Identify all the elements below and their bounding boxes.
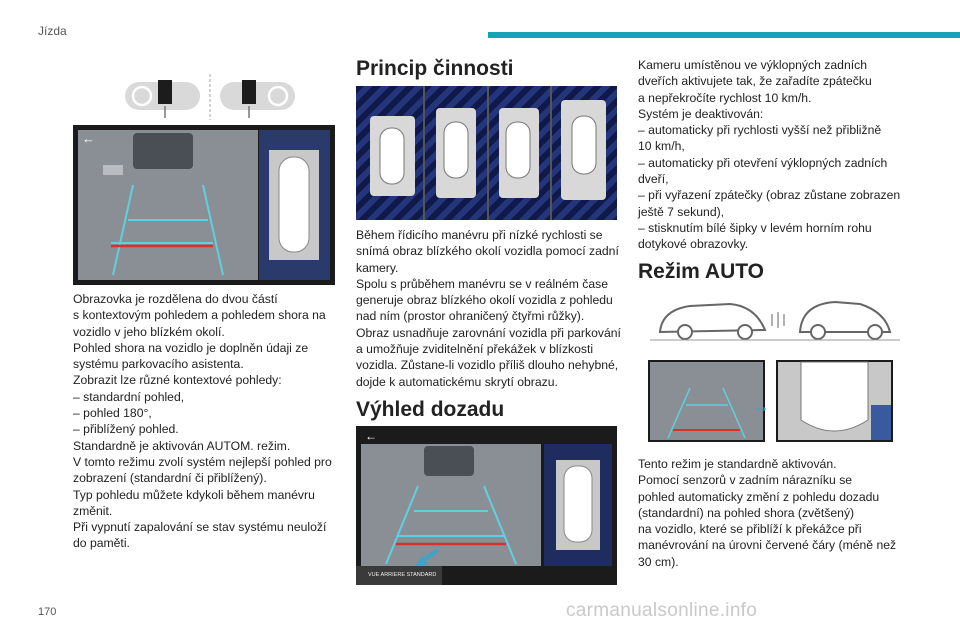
four-corner-views (356, 86, 617, 220)
page-number: 170 (38, 606, 57, 618)
footer-watermark[interactable]: carmanualsonline.info (566, 600, 758, 621)
split-view-screen (73, 125, 335, 285)
svg-text:←: ← (365, 429, 377, 443)
header-accent-bar (488, 32, 960, 38)
car-approach-illustration (650, 292, 900, 344)
swap-arrow-icon: ↔ (752, 396, 770, 416)
heading-auto-mode: Režim AUTO (638, 260, 765, 283)
heading-rear-view: Výhled dozadu (356, 398, 505, 421)
screen-caption: VUE ARRIERE STANDARD (368, 572, 437, 578)
view-toggle-illustration (120, 70, 300, 124)
right-body-text-1: Kameru umístěnou ve výklopných zadních dveřích aktivujete tak, že zařadíte zpátečku a nepřekročíte rychlost 10 km/h. Systém je deaktivován: – automaticky při rychlosti vyšší než přibližně 10 km/h, – automaticky při otevření výklopných zadních dveří, – při vyřazení zpátečky (obraz zůstane zobrazen ještě 7 sekund), – stisknutím bílé šipky v levém horním rohu dotykové obrazovky. (638, 58, 901, 252)
left-body-text: Obrazovka je rozdělena do dvou částí s kontextovým pohledem a pohledem shora na vozidlo v jeho blízkém okolí. Pohled shora na vozidlo je doplněn údaji ze systému parkovacího asistenta. Zobrazit lze různé kontextové pohledy: – standardní pohled, – pohled 180°, – přiblížený pohled. Standardně je aktivován AUTOM. režim. V tomto režimu zvolí systém nejlepší pohled pro zobrazení (standardní či přiblížený). Typ pohledu můžete kdykoli během manévru změnit. Při vypnutí zapalování se stav systému neuloží do paměti. (73, 292, 332, 551)
section-title: Jízda (38, 24, 67, 38)
heading-principle: Princip činnosti (356, 57, 514, 80)
svg-text:←: ← (82, 131, 95, 146)
auto-rear-view-screen (648, 360, 765, 442)
rear-view-screen (356, 426, 617, 585)
auto-top-view-screen (776, 360, 893, 442)
middle-body-text: Během řídicího manévru při nízké rychlosti se snímá obraz blízkého okolí vozidla pomocí zadní kamery. Spolu s průběhem manévru se v reálném čase generuje obraz blízkého okolí vozidla z pohledu nad ním (prostor ohraničený čtyřmi růžky). Obraz usnadňuje zarovnání vozidla při parkování a umožňuje zviditelnění překážek v blízkosti vozidla. Zůstane-li vozidlo příliš dlouho nehybné, dojde k automatickému skrytí obrazu. (356, 228, 621, 389)
right-body-text-2: Tento režim je standardně aktivován. Pomocí senzorů v zadním nárazníku se pohled automaticky změní z pohledu dozadu (standardní) na pohled shora (zvětšený) na vozidlo, které se přiblíží k překážce při manévrování na úrovni červené čáry (méně než 30 cm). (638, 457, 897, 569)
